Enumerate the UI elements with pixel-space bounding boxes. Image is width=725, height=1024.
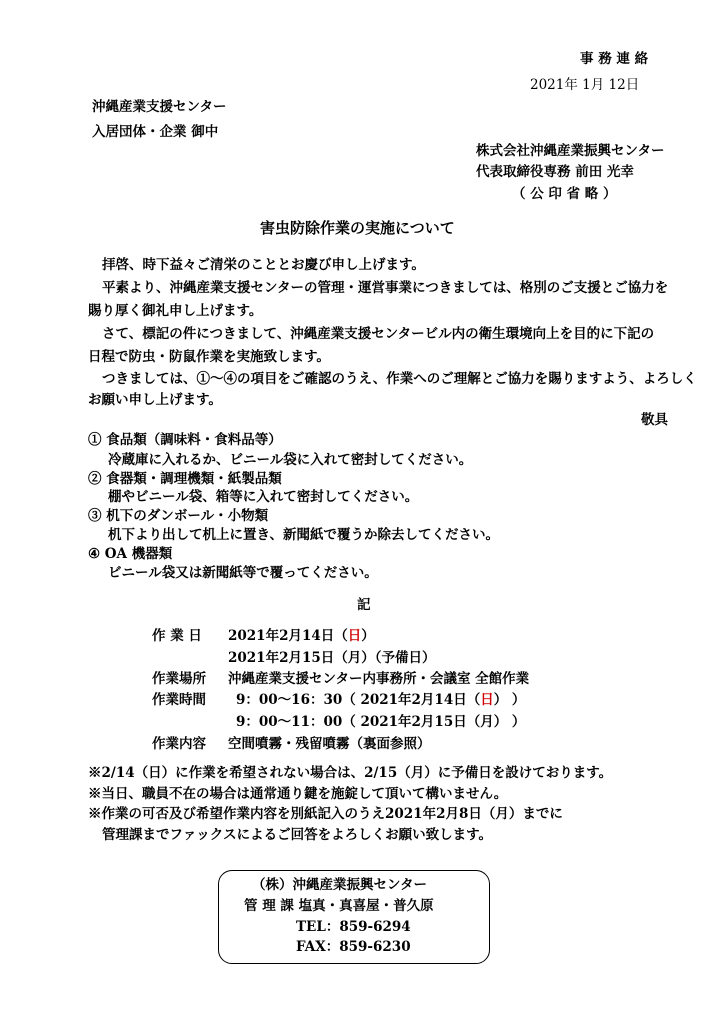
contact-tel: TEL：859-6294 <box>296 919 411 935</box>
work-time-1-end: ） ） <box>493 692 526 708</box>
body-line-1: 拝啓、時下益々ご清栄のこととお慶び申し上げます。 <box>102 257 425 273</box>
work-date-label: 作 業 日 <box>152 628 202 644</box>
note-3: ※作業の可否及び希望作業内容を別紙記入のうえ2021年2月8日（月）までに <box>88 806 563 822</box>
document-date: 2021年 1月 12日 <box>530 77 640 93</box>
work-content-label: 作業内容 <box>152 736 206 752</box>
work-time-1 <box>236 694 525 708</box>
page-title: 害虫防除作業の実施について <box>260 219 455 237</box>
body-line-3: 賜り厚く御礼申し上げます。 <box>88 303 263 319</box>
work-date-1-main: 2021年2月14日（ <box>228 628 348 644</box>
work-time-label: 作業時間 <box>152 692 206 708</box>
work-content: 空間噴霧・残留噴霧（裏面参照） <box>228 736 431 752</box>
document-type: 事 務 連 絡 <box>580 51 649 67</box>
item-3-detail: 机下より出して机上に置き、新聞紙で覆うか除去してください。 <box>108 527 499 543</box>
sender-representative: 代表取締役専務 前田 光幸 <box>476 164 634 180</box>
work-place-label: 作業場所 <box>152 671 206 687</box>
recipient-line-1: 沖縄産業支援センター <box>92 99 227 115</box>
note-2: ※当日、職員不在の場合は通常通り鍵を施錠して頂いて構いません。 <box>88 786 508 802</box>
work-date-1 <box>228 630 375 644</box>
body-line-2: 平素より、沖縄産業支援センターの管理・運営事業につきましては、格別のご支援とご協力を <box>102 280 669 296</box>
ki-heading: 記 <box>357 597 371 613</box>
seal-omitted-note: （ 公 印 省 略 ） <box>512 186 617 202</box>
item-2-title: ② 食器類・調理機類・紙製品類 <box>88 471 282 487</box>
work-place: 沖縄産業支援センター内事務所・会議室 全館作業 <box>228 671 530 687</box>
note-4: 管理課までファックスによるご回答をよろしくお願い致します。 <box>102 827 493 843</box>
note-1: ※2/14（日）に作業を希望されない場合は、2/15（月）に予備日を設けております。 <box>88 765 613 781</box>
work-date-2: 2021年2月15日（月）（予備日） <box>228 650 436 666</box>
body-line-4: さて、標記の件につきまして、沖縄産業支援センタービル内の衛生環境向上を目的に下記の <box>102 326 655 342</box>
work-time-1-day: 日 <box>480 692 494 708</box>
contact-fax: FAX：859-6230 <box>296 939 411 955</box>
sender-company: 株式会社沖縄産業振興センター <box>476 143 665 159</box>
body-line-7: お願い申し上げます。 <box>88 392 222 408</box>
closing-keigu: 敬具 <box>641 412 668 428</box>
item-1-detail: 冷蔵庫に入れるか、ビニール袋に入れて密封してください。 <box>108 452 473 468</box>
body-line-5: 日程で防虫・防鼠作業を実施致します。 <box>88 349 330 365</box>
item-2-detail: 棚やビニール袋、箱等に入れて密封してください。 <box>108 489 419 505</box>
recipient-line-2: 入居団体・企業 御中 <box>92 124 219 140</box>
work-time-1-main: 9：00～16：30（ 2021年2月14日（ <box>236 692 481 708</box>
item-3-title: ③ 机下のダンボール・小物類 <box>88 508 269 524</box>
work-date-1-day: 日 <box>347 628 362 644</box>
item-4-detail: ビニール袋又は新聞紙等で覆ってください。 <box>108 565 378 581</box>
contact-org: （株）沖縄産業振興センター <box>252 877 427 893</box>
work-time-2: 9：00～11：00（ 2021年2月15日（月） ） <box>236 714 526 730</box>
contact-dept: 管 理 課 塩真・真喜屋・普久原 <box>244 898 434 914</box>
item-4-title: ④ OA 機器類 <box>88 546 173 562</box>
work-date-1-end: ） <box>361 628 375 644</box>
item-1-title: ① 食品類（調味料・食料品等） <box>88 432 282 448</box>
body-line-6: つきましては、①～④の項目をご確認のうえ、作業へのご理解とご協力を賜りますよう、よろしく <box>102 371 697 387</box>
